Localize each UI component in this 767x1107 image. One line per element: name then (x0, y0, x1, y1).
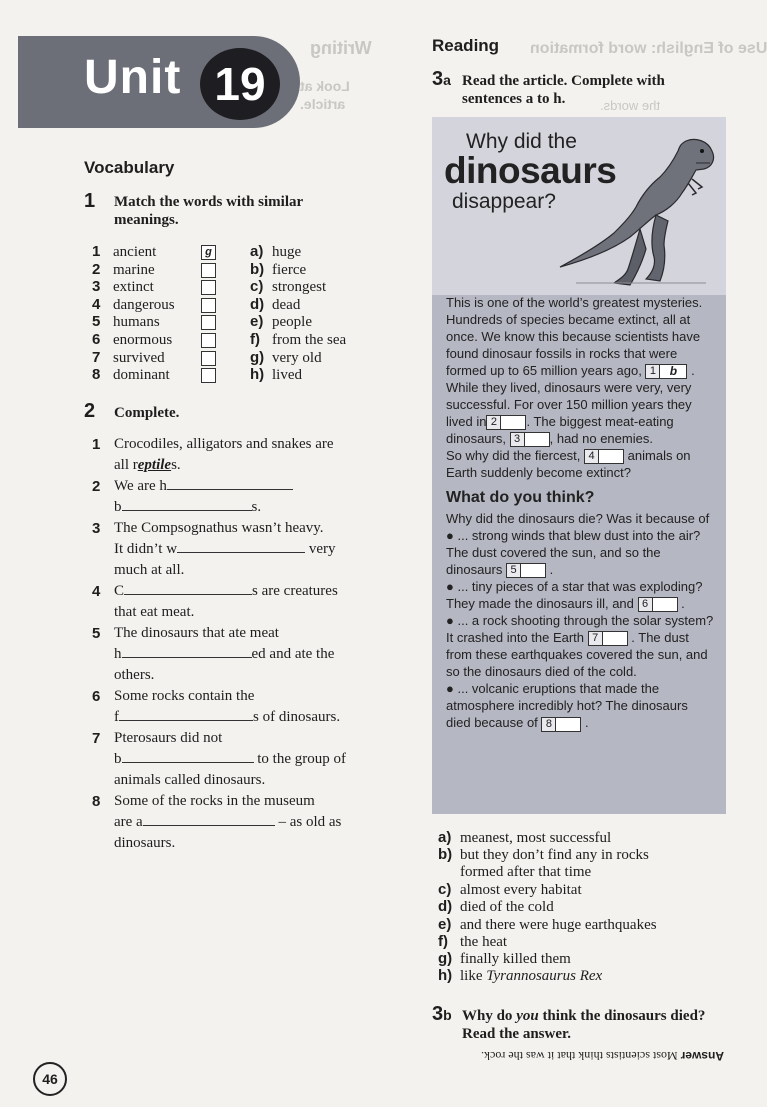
item-number: 7 (92, 348, 101, 366)
match-row (92, 296, 300, 314)
match-row (92, 313, 312, 331)
exercise-3a-number: 3a (432, 68, 451, 90)
match-word: ancient (113, 244, 157, 260)
match-word: dominant (113, 367, 170, 384)
exercise-1-instruction: Match the words with similar meanings. (114, 194, 303, 228)
match-meaning: dead (272, 296, 301, 313)
option-text: almost every habitat (460, 881, 582, 898)
item-number: 1 (92, 243, 101, 260)
exercise-3b-instruction: Why do you think the dinosaurs died? Read the answer. (462, 1008, 706, 1042)
option-letter: f) (438, 932, 448, 950)
option-text: died of the cold (460, 899, 554, 916)
gap-2-input[interactable] (501, 415, 526, 430)
gap-7-input[interactable] (603, 631, 628, 646)
article-subheading: What do you think? (446, 489, 595, 507)
option-letter: a) (438, 829, 452, 846)
option-letter: a) (250, 243, 264, 260)
option-item (438, 916, 657, 934)
match-row (92, 261, 306, 279)
option-letter: h) (438, 967, 453, 985)
item-7: 7 Pterosaurs did not b to the group of animals called dinosaurs. (92, 730, 346, 788)
gap-1-answer: b (660, 364, 687, 379)
option-letter: b) (250, 260, 265, 278)
exercise-2-number: 2 (84, 400, 96, 422)
unit-number: 19 (200, 48, 280, 120)
gap-8-input[interactable] (556, 717, 581, 732)
match-meaning: huge (272, 244, 302, 260)
option-text: and there were huge earthquakes (460, 916, 657, 933)
option-text: meanest, most successful (460, 830, 612, 846)
answer-box[interactable]: g (201, 245, 216, 260)
option-letter: f) (250, 331, 260, 348)
answer-line[interactable] (122, 510, 252, 511)
item-number: 2 (92, 260, 101, 278)
item-5: 5 The dinosaurs that ate meat h ed and ate the others. (92, 625, 335, 683)
option-item (438, 864, 591, 881)
upside-down-answer: Answer Most scientists think that it was the rock. (480, 1049, 724, 1063)
option-letter: d) (250, 295, 265, 313)
article-body (446, 294, 716, 732)
answer-line[interactable] (122, 657, 252, 658)
exercise-3b-number: 3b (432, 1003, 452, 1025)
answer-box[interactable] (201, 351, 216, 366)
option-text: like Tyrannosaurus Rex (460, 968, 603, 985)
bullet-4: ● ... volcanic eruptions that made the atmosphere incredibly hot? The dinosaurs died because of 8 . (446, 681, 688, 731)
item-number: 5 (92, 313, 101, 331)
match-word: enormous (113, 332, 173, 348)
article-title-line2: dinosaurs (444, 150, 617, 191)
item-number: 6 (92, 331, 101, 348)
item-2: 2 We are h b s. (92, 476, 372, 518)
item-8: 8 Some of the rocks in the museum are a – as old as dinosaurs. (92, 793, 342, 851)
option-text: the heat (460, 933, 508, 950)
match-word: extinct (113, 279, 154, 296)
match-word: marine (113, 261, 155, 278)
match-meaning: from the sea (272, 332, 347, 348)
option-letter: c) (250, 278, 264, 296)
option-item (438, 950, 571, 968)
ghost-writing: Writing (310, 38, 372, 58)
option-item (438, 829, 611, 847)
item-3: 3 The Compsognathus wasn’t heavy. It didn’t w very much at all. (92, 520, 336, 578)
item-number: 8 (92, 366, 101, 384)
answer-box[interactable] (201, 263, 216, 278)
match-row (92, 366, 302, 384)
option-letter: e) (438, 915, 452, 933)
option-letter: e) (250, 313, 264, 331)
option-item (438, 898, 554, 916)
gap-6: 6 (638, 597, 653, 612)
match-meaning: fierce (272, 261, 307, 278)
gap-3-input[interactable] (525, 432, 550, 447)
gap-7: 7 (588, 631, 603, 646)
article-title-line1: Why did the (466, 130, 577, 153)
page-number: 46 (33, 1062, 67, 1096)
ghost-the-words: the words. (600, 98, 660, 113)
example-answer: eptile (137, 457, 172, 473)
answer-line[interactable] (143, 825, 275, 826)
option-letter: g) (250, 348, 265, 366)
paragraph-2: While they lived, dinosaurs were very, very successful. For over 150 million years they lived in 2 . The biggest meat-eating dinosaurs, 3 , had no enemies. (446, 380, 692, 447)
gap-5: 5 (506, 563, 521, 578)
item-1: 1 Crocodiles, alligators and snakes are all reptiles. (92, 436, 334, 473)
complete-list (92, 434, 372, 854)
answer-line[interactable] (124, 594, 252, 595)
paragraph-3: So why did the fiercest, 4 animals on Earth suddenly become extinct? (446, 448, 691, 481)
answer-box[interactable] (201, 315, 216, 330)
option-item (438, 881, 582, 899)
ghost-article: article. (300, 96, 346, 112)
option-item (438, 967, 602, 985)
answer-line[interactable] (177, 552, 305, 553)
ghost-look: Look at (300, 78, 350, 94)
exercise-1-number: 1 (84, 190, 96, 212)
ghost-use-english: Use of English: word formation (530, 40, 767, 57)
answer-line[interactable] (119, 720, 253, 721)
option-item (438, 846, 649, 864)
match-meaning: lived (272, 367, 302, 384)
gap-2: 2 (486, 415, 501, 430)
paragraph-1: This is one of the world’s greatest mysteries. Hundreds of species became extinct, all at once. We know this because scientists have found dinosaur fossils in rocks that were formed up to 65 million years ago, 1 b . (446, 295, 703, 379)
unit-title: Unit (84, 51, 182, 104)
match-row (92, 243, 301, 261)
item-number: 4 (92, 295, 101, 313)
vocabulary-heading: Vocabulary (84, 158, 175, 177)
match-row (92, 331, 346, 349)
gap-8: 8 (541, 717, 556, 732)
exercise-2-instruction: Complete. (114, 405, 180, 421)
exercise-3a-instruction: Read the article. Complete with sentences a to h. (462, 73, 665, 107)
match-word: survived (113, 349, 165, 366)
item-6: 6 Some rocks contain the f s of dinosaurs. (92, 688, 341, 725)
match-meaning: very old (272, 349, 322, 366)
bullet-1: ● ... strong winds that blew dust into the air? The dust covered the sun, and so the dinosaurs 5 . (446, 528, 701, 578)
match-word: humans (113, 314, 160, 331)
dinosaur-illustration (556, 133, 722, 293)
match-meaning: people (272, 314, 312, 331)
paragraph-4: Why did the dinosaurs die? Was it because of (446, 511, 710, 527)
answer-box[interactable] (201, 333, 216, 348)
gap-4: 4 (584, 449, 599, 464)
option-text: finally killed them (460, 951, 571, 968)
option-letter: c) (438, 880, 452, 898)
gap-5-input[interactable] (521, 563, 546, 578)
reading-heading: Reading (432, 36, 500, 55)
option-letter: g) (438, 950, 453, 968)
gap-1: 1 (645, 364, 660, 379)
bullet-3: ● ... a rock shooting through the solar system? It crashed into the Earth 7 . The dust from these earthquakes covered the sun, and so the dinosaurs died of the cold. (446, 613, 714, 680)
answer-line[interactable] (167, 489, 293, 490)
answer-box[interactable] (201, 368, 216, 383)
option-letter: d) (438, 898, 453, 916)
article-title-line3: disappear? (452, 190, 556, 213)
match-meaning: strongest (272, 279, 327, 296)
match-row (92, 349, 322, 367)
answer-line[interactable] (122, 762, 254, 763)
option-item (438, 933, 507, 951)
bullet-2: ● ... tiny pieces of a star that was exploding? They made the dinosaurs ill, and 6 . (446, 579, 703, 612)
option-text: but they don’t find any in rocks (460, 847, 649, 864)
item-4: 4 C s are creatures that eat meat. (92, 583, 338, 620)
answer-box[interactable] (201, 298, 216, 313)
option-letter: b) (438, 846, 453, 864)
gap-4-input[interactable] (599, 449, 624, 464)
match-word: dangerous (113, 296, 175, 313)
item-number: 3 (92, 278, 101, 296)
gap-3: 3 (510, 432, 525, 447)
gap-6-input[interactable] (653, 597, 678, 612)
option-letter: h) (250, 366, 265, 384)
match-row (92, 278, 326, 296)
option-text: formed after that time (460, 863, 592, 880)
answer-box[interactable] (201, 280, 216, 295)
